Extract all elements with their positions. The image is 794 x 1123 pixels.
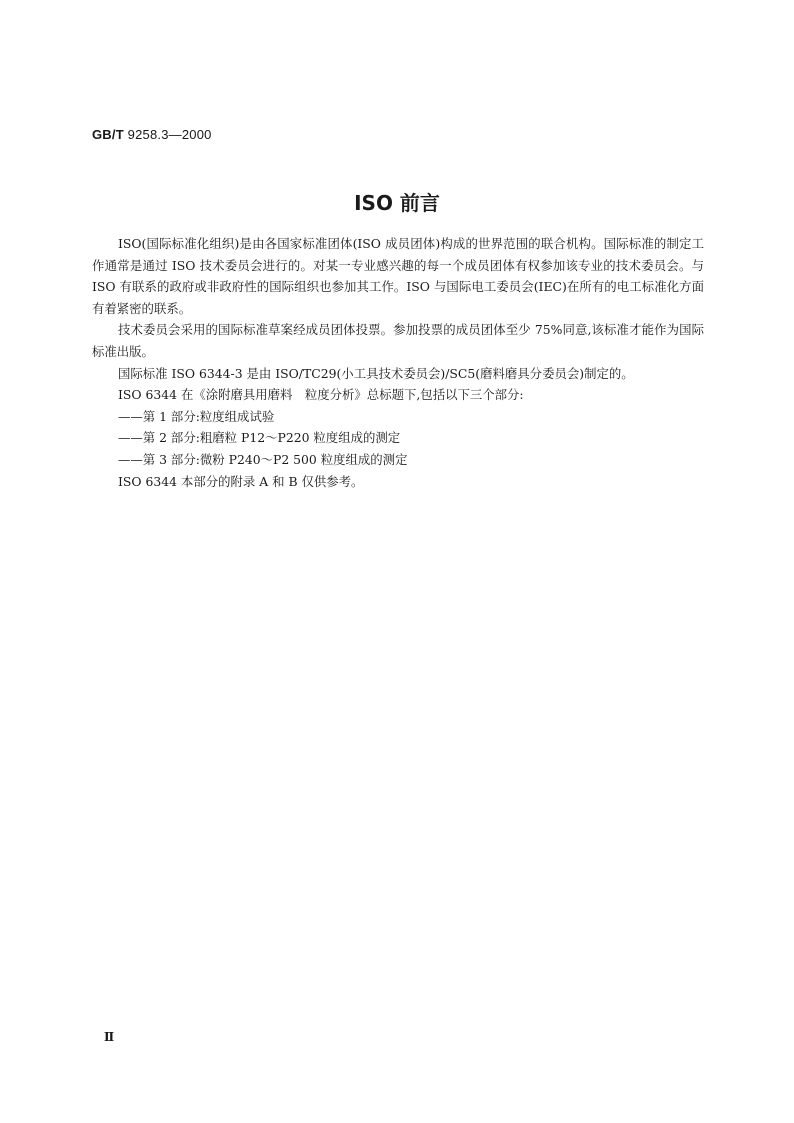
- page-number: Ⅱ: [104, 1030, 115, 1044]
- standard-code-number: 9258.3—2000: [127, 127, 212, 142]
- paragraph-voting: 技术委员会采用的国际标准草案经成员团体投票。参加投票的成员团体至少 75%同意,该标准才能作为国际标准出版。: [92, 322, 704, 359]
- list-item-part-3: ——第 3 部分:微粉 P240～P2 500 粒度组成的测定: [118, 451, 408, 467]
- body-text: [92, 233, 704, 492]
- list-item-part-2: ——第 2 部分:粗磨粒 P12～P220 粒度组成的测定: [118, 430, 401, 446]
- standard-code: [92, 127, 212, 142]
- paragraph-annex-note: ISO 6344 本部分的附录 A 和 B 仅供参考。: [118, 473, 364, 489]
- paragraph-origin: 国际标准 ISO 6344-3 是由 ISO/TC29(小工具技术委员会)/SC5(磨料磨具分委员会)制定的。: [118, 365, 634, 381]
- page-title: ISO 前言: [354, 191, 440, 215]
- paragraph-parts-intro: ISO 6344 在《涂附磨具用磨料 粒度分析》总标题下,包括以下三个部分:: [118, 387, 524, 403]
- paragraph-iso-intro: ISO(国际标准化组织)是由各国家标准团体(ISO 成员团体)构成的世界范围的联合机构。国际标准的制定工作通常是通过 ISO 技术委员会进行的。对某一专业感兴趣的每一个成员团体有权参加该专业的技术委员会。与 ISO 有联系的政府或非政府性的国际组织也参加其工作。ISO 与国际电工委员会(IEC)在所有的电工标准化方面有着紧密的联系。: [92, 236, 704, 316]
- standard-code-prefix: GB/T: [92, 127, 124, 142]
- list-item-part-1: ——第 1 部分:粒度组成试验: [118, 408, 275, 424]
